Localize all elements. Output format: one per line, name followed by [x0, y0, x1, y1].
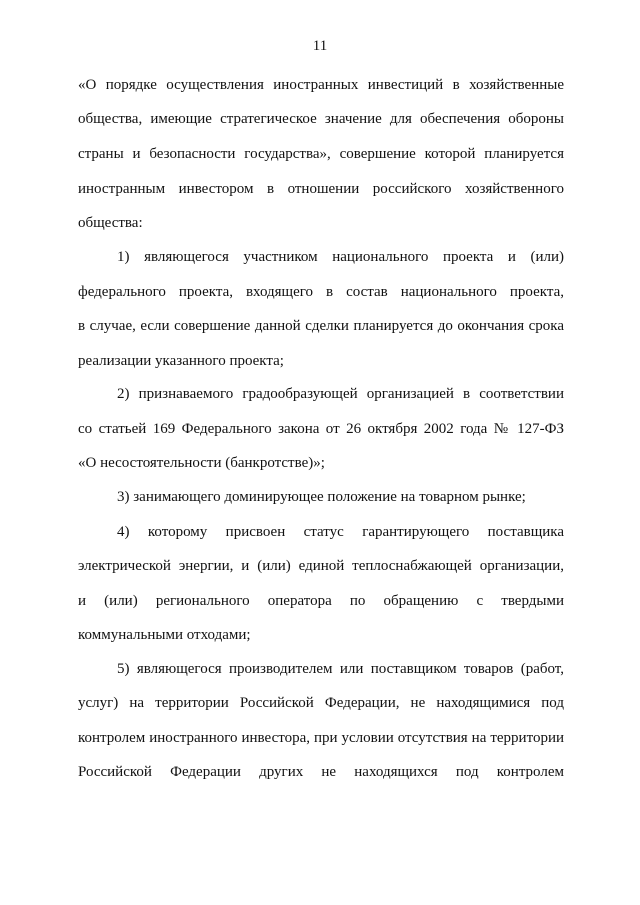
text-line: в случае, если совершение данной сделки планируется до окончания срока: [78, 318, 564, 334]
text-line: Российской Федерации других не находящихся под контролем: [78, 764, 564, 780]
text-line: и (или) регионального оператора по обращению с твердыми: [78, 593, 564, 609]
list-item-3-line: 3) занимающего доминирующее положение на товарном рынке;: [117, 489, 526, 505]
text-line: общества, имеющие стратегическое значение для обеспечения обороны: [78, 111, 564, 127]
text-line: контролем иностранного инвестора, при условии отсутствия на территории: [78, 730, 564, 746]
text-line: федерального проекта, входящего в состав национального проекта,: [78, 284, 564, 300]
text-line: услуг) на территории Российской Федерации, не находящимися под: [78, 695, 564, 711]
list-item-5-line: 5) являющегося производителем или поставщиком товаров (работ,: [117, 661, 564, 677]
text-line: «О несостоятельности (банкротстве)»;: [78, 455, 325, 471]
list-item-1-line: 1) являющегося участником национального проекта и (или): [117, 249, 564, 265]
page-number: 11: [312, 38, 328, 54]
text-line: со статьей 169 Федерального закона от 26 октября 2002 года № 127-ФЗ: [78, 421, 564, 437]
text-line: электрической энергии, и (или) единой теплоснабжающей организации,: [78, 558, 564, 574]
list-item-2-line: 2) признаваемого градообразующей организацией в соответствии: [117, 386, 564, 402]
text-line: иностранным инвестором в отношении российского хозяйственного: [78, 181, 564, 197]
text-line: коммунальными отходами;: [78, 627, 251, 643]
text-line: общества:: [78, 215, 143, 231]
text-line: страны и безопасности государства», совершение которой планируется: [78, 146, 564, 162]
text-line: «О порядке осуществления иностранных инвестиций в хозяйственные: [78, 77, 564, 93]
list-item-4-line: 4) которому присвоен статус гарантирующего поставщика: [117, 524, 564, 540]
text-line: реализации указанного проекта;: [78, 353, 284, 369]
